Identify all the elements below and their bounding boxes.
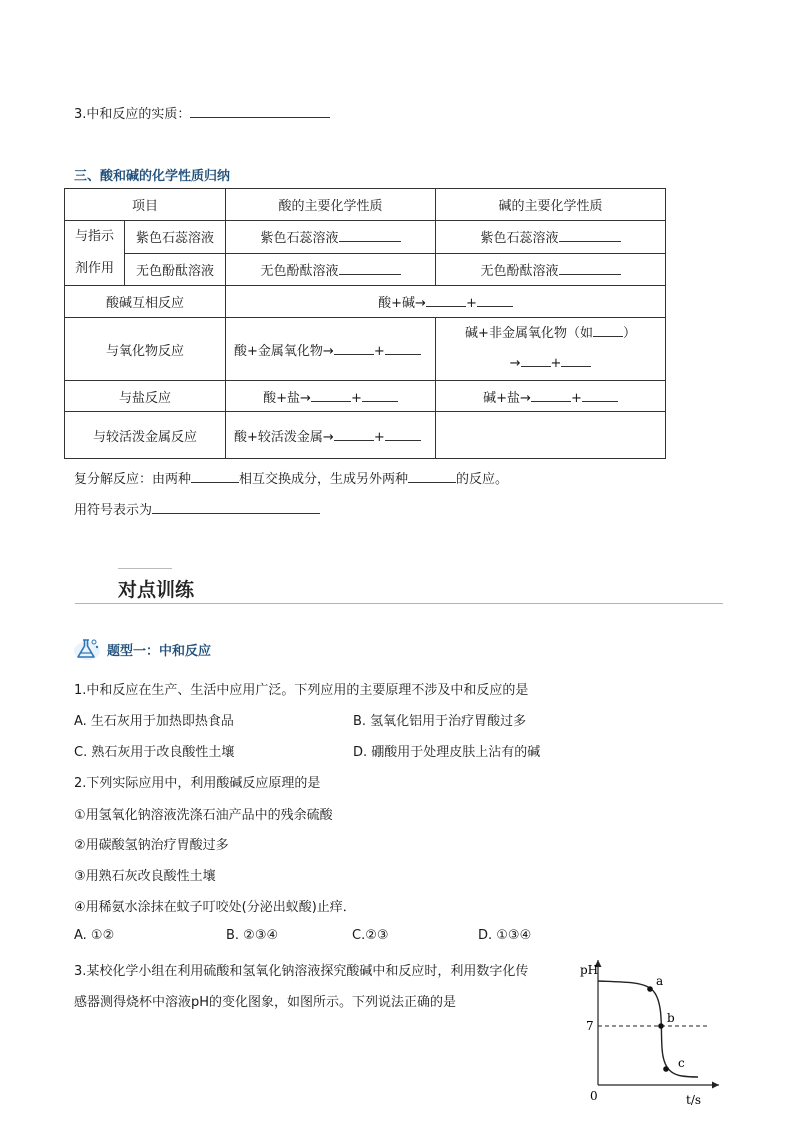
ph-chart bbox=[574, 948, 724, 1108]
symbol-expression bbox=[74, 499, 320, 518]
point-c bbox=[663, 1066, 669, 1072]
header-acid: 酸的主要化学性质 bbox=[226, 189, 436, 221]
answer-blank[interactable] bbox=[561, 353, 591, 367]
row-salt-acid: 酸+盐→ + bbox=[226, 381, 436, 412]
training-title: 对点训练 bbox=[118, 579, 195, 601]
answer-blank[interactable] bbox=[593, 323, 623, 337]
answer-blank[interactable] bbox=[559, 261, 621, 275]
row-salt-base: 碱+盐→ + bbox=[436, 381, 666, 412]
question-3-line-1: 3.某校化学小组在利用硫酸和氢氧化钠溶液探究酸碱中和反应时，利用数字化传 bbox=[74, 964, 529, 979]
row-phenol-acid: 无色酚酞溶液 bbox=[226, 253, 436, 286]
row-phenol-base: 无色酚酞溶液 bbox=[436, 253, 666, 286]
essence-blank[interactable] bbox=[190, 104, 330, 118]
answer-blank[interactable] bbox=[408, 469, 456, 483]
answer-blank[interactable] bbox=[191, 469, 239, 483]
q1-option-a[interactable]: A. 生石灰用于加热即热食品 bbox=[74, 714, 234, 729]
point-a bbox=[647, 986, 653, 992]
answer-blank[interactable] bbox=[334, 341, 374, 355]
row-mutual-name: 酸碱互相反应 bbox=[65, 286, 226, 318]
q2-option-d[interactable]: D. ①③④ bbox=[478, 928, 532, 943]
row-oxide-base: 碱+非金属氧化物（如 ） → + bbox=[436, 318, 666, 381]
q1-option-d[interactable]: D. 硼酸用于处理皮肤上沾有的碱 bbox=[353, 745, 541, 760]
row-litmus-acid: 紫色石蕊溶液 bbox=[226, 221, 436, 254]
training-top-rule bbox=[118, 568, 172, 569]
indicator-label-line1: 与指示 bbox=[74, 229, 114, 244]
point-c-label: c bbox=[678, 1056, 685, 1070]
q2-option-c[interactable]: C.②③ bbox=[352, 928, 389, 943]
row-phenol-name: 无色酚酞溶液 bbox=[125, 253, 226, 286]
symbol-label: 用符号表示为 bbox=[74, 503, 153, 518]
point-b-label: b bbox=[667, 1011, 675, 1025]
question-3-line-2: 感器测得烧杯中溶液pH的变化图象，如图所示。下列说法正确的是 bbox=[74, 995, 457, 1010]
answer-blank[interactable] bbox=[362, 388, 398, 402]
answer-blank[interactable] bbox=[582, 388, 618, 402]
training-divider bbox=[75, 603, 723, 604]
double-decomposition-definition bbox=[74, 468, 508, 487]
row-litmus-base: 紫色石蕊溶液 bbox=[436, 221, 666, 254]
row-salt-name: 与盐反应 bbox=[65, 381, 226, 412]
indicator-label-line2: 剂作用 bbox=[74, 261, 114, 276]
y-tick-7: 7 bbox=[586, 1019, 594, 1033]
type-one-title: 题型一：中和反应 bbox=[107, 644, 212, 659]
answer-blank[interactable] bbox=[531, 388, 571, 402]
answer-blank[interactable] bbox=[311, 388, 351, 402]
table-row bbox=[65, 412, 666, 459]
q2-item-3: ③用熟石灰改良酸性土壤 bbox=[74, 869, 216, 884]
answer-blank[interactable] bbox=[385, 341, 421, 355]
row-oxide-name: 与氧化物反应 bbox=[65, 318, 226, 381]
row-metal-base bbox=[436, 412, 666, 459]
x-axis-label: t/s bbox=[686, 1093, 702, 1107]
definition-text-2: 相互交换成分，生成另外两种 bbox=[239, 472, 409, 487]
flask-icon bbox=[72, 635, 102, 667]
y-axis-label: pH bbox=[580, 963, 599, 977]
table-row bbox=[65, 221, 666, 254]
essence-label: 3.中和反应的实质： bbox=[74, 107, 191, 122]
row-litmus-name: 紫色石蕊溶液 bbox=[125, 221, 226, 254]
table-header-row bbox=[65, 189, 666, 221]
q2-option-a[interactable]: A. ①② bbox=[74, 928, 115, 943]
row-metal-name: 与较活泼金属反应 bbox=[65, 412, 226, 459]
answer-blank[interactable] bbox=[339, 228, 401, 242]
q1-option-c[interactable]: C. 熟石灰用于改良酸性土壤 bbox=[74, 745, 235, 760]
header-base: 碱的主要化学性质 bbox=[436, 189, 666, 221]
answer-blank[interactable] bbox=[426, 293, 466, 307]
answer-blank[interactable] bbox=[521, 353, 551, 367]
answer-blank[interactable] bbox=[339, 261, 401, 275]
table-row bbox=[65, 253, 666, 286]
answer-blank[interactable] bbox=[385, 427, 421, 441]
q2-item-4: ④用稀氨水涂抹在蚊子叮咬处(分泌出蚁酸)止痒． bbox=[74, 900, 356, 915]
point-b bbox=[658, 1023, 664, 1029]
definition-text-1: 复分解反应：由两种 bbox=[74, 472, 192, 487]
answer-blank[interactable] bbox=[559, 228, 621, 242]
row-mutual-content: 酸+碱→ + bbox=[226, 286, 666, 318]
answer-blank[interactable] bbox=[477, 293, 513, 307]
indicator-group-label bbox=[65, 221, 125, 286]
table-row bbox=[65, 381, 666, 412]
section-title: 三、酸和碱的化学性质归纳 bbox=[74, 169, 231, 184]
q2-item-1: ①用氢氧化钠溶液洗涤石油产品中的残余硫酸 bbox=[74, 808, 333, 823]
table-row bbox=[65, 318, 666, 381]
essence-question bbox=[74, 103, 330, 122]
row-metal-acid: 酸+较活泼金属→ + bbox=[226, 412, 436, 459]
question-2-stem: 2.下列实际应用中，利用酸碱反应原理的是 bbox=[74, 776, 321, 791]
answer-blank[interactable] bbox=[152, 500, 320, 514]
table-row bbox=[65, 286, 666, 318]
q2-option-b[interactable]: B. ②③④ bbox=[226, 928, 279, 943]
properties-table bbox=[64, 188, 666, 459]
header-item: 项目 bbox=[65, 189, 226, 221]
origin-label: 0 bbox=[590, 1089, 598, 1103]
row-oxide-acid: 酸+金属氧化物→ + bbox=[226, 318, 436, 381]
question-1-stem: 1.中和反应在生产、生活中应用广泛。下列应用的主要原理不涉及中和反应的是 bbox=[74, 683, 529, 698]
q2-item-2: ②用碳酸氢钠治疗胃酸过多 bbox=[74, 838, 229, 853]
q1-option-b[interactable]: B. 氢氧化铝用于治疗胃酸过多 bbox=[353, 714, 527, 729]
definition-text-3: 的反应。 bbox=[456, 472, 509, 487]
point-a-label: a bbox=[656, 974, 664, 988]
answer-blank[interactable] bbox=[334, 427, 374, 441]
